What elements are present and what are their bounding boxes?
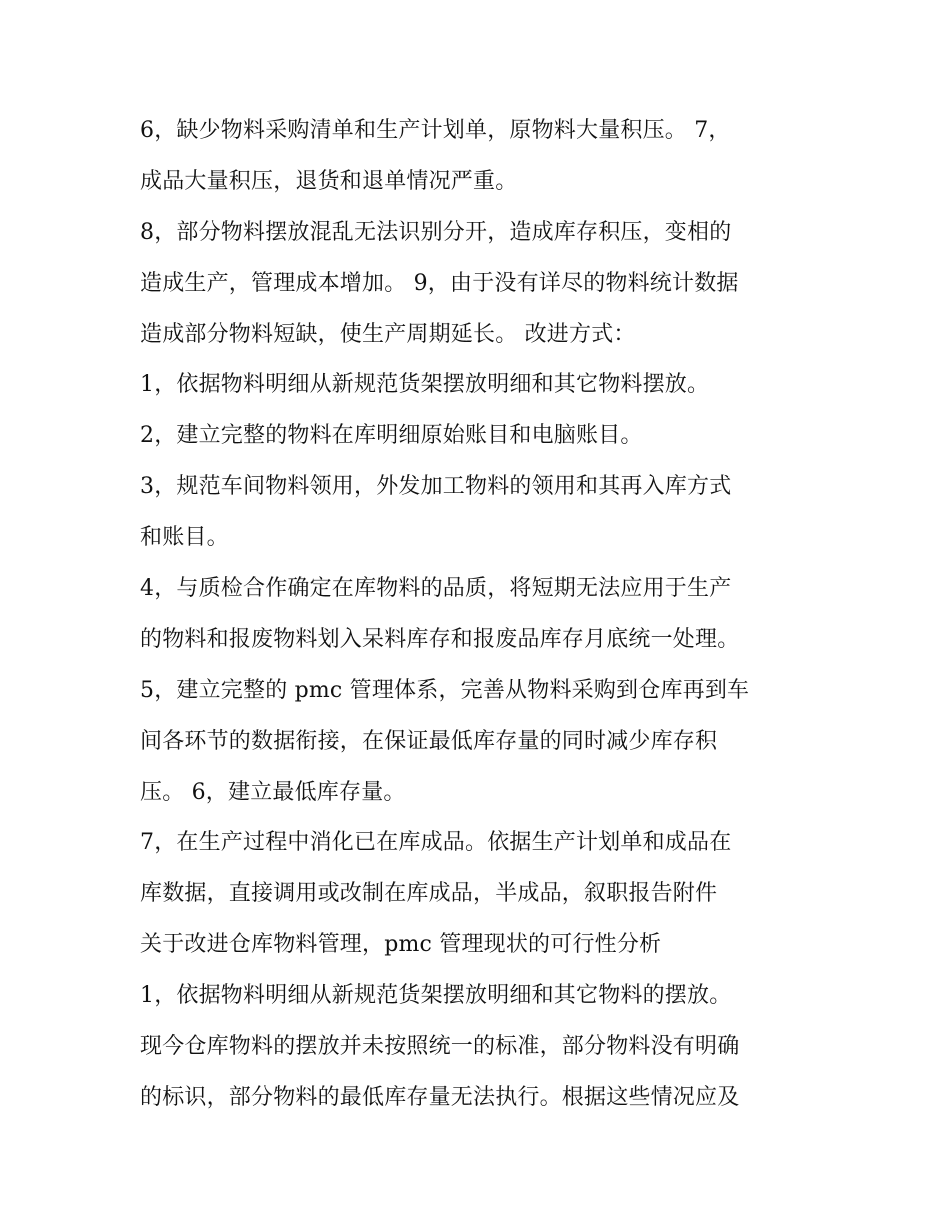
text-line: 6，缺少物料采购清单和生产计划单，原物料大量积压。 7， xyxy=(140,118,731,143)
text-line: 8，部分物料摆放混乱无法识别分开，造成库存积压，变相的 xyxy=(140,219,732,245)
text-line: 关于改进仓库物料管理，pmc 管理现状的可行性分析 xyxy=(140,932,662,958)
text-line: 压。 6，建立最低库存量。 xyxy=(140,779,406,805)
text-line: 造成部分物料短缺，使生产周期延长。 改进方式： xyxy=(140,321,636,347)
text-line: 2，建立完整的物料在库明细原始账目和电脑账目。 xyxy=(140,423,643,449)
text-line: 的物料和报废物料划入呆料库存和报废品库存月底统一处理。 xyxy=(140,626,740,652)
text-line: 3，规范车间物料领用，外发加工物料的领用和其再入库方式 xyxy=(140,474,732,500)
document-body xyxy=(140,106,820,1124)
text-line: 4，与质检合作确定在库物料的品质，将短期无法应用于生产 xyxy=(140,576,732,602)
text-line: 1，依据物料明细从新规范货架摆放明细和其它物料的摆放。 xyxy=(140,983,732,1009)
text-line: 1，依据物料明细从新规范货架摆放明细和其它物料摆放。 xyxy=(140,372,710,398)
text-line: 7，在生产过程中消化已在库成品。依据生产计划单和成品在 xyxy=(140,830,732,856)
text-line: 的标识，部分物料的最低库存量无法执行。根据这些情况应及 xyxy=(140,1084,740,1110)
text-line: 库数据，直接调用或改制在库成品，半成品，叙职报告附件 xyxy=(140,881,718,907)
text-line: 成品大量积压，退货和退单情况严重。 xyxy=(140,168,518,194)
text-line: 现今仓库物料的摆放并未按照统一的标准，部分物料没有明确 xyxy=(140,1034,740,1060)
text-line: 造成生产，管理成本增加。 9，由于没有详尽的物料统计数据 xyxy=(140,270,739,296)
text-line: 间各环节的数据衔接，在保证最低库存量的同时减少库存积 xyxy=(140,728,718,754)
text-line: 5，建立完整的 pmc 管理体系，完善从物料采购到仓库再到车 xyxy=(140,677,750,703)
text-line: 和账目。 xyxy=(140,525,229,551)
